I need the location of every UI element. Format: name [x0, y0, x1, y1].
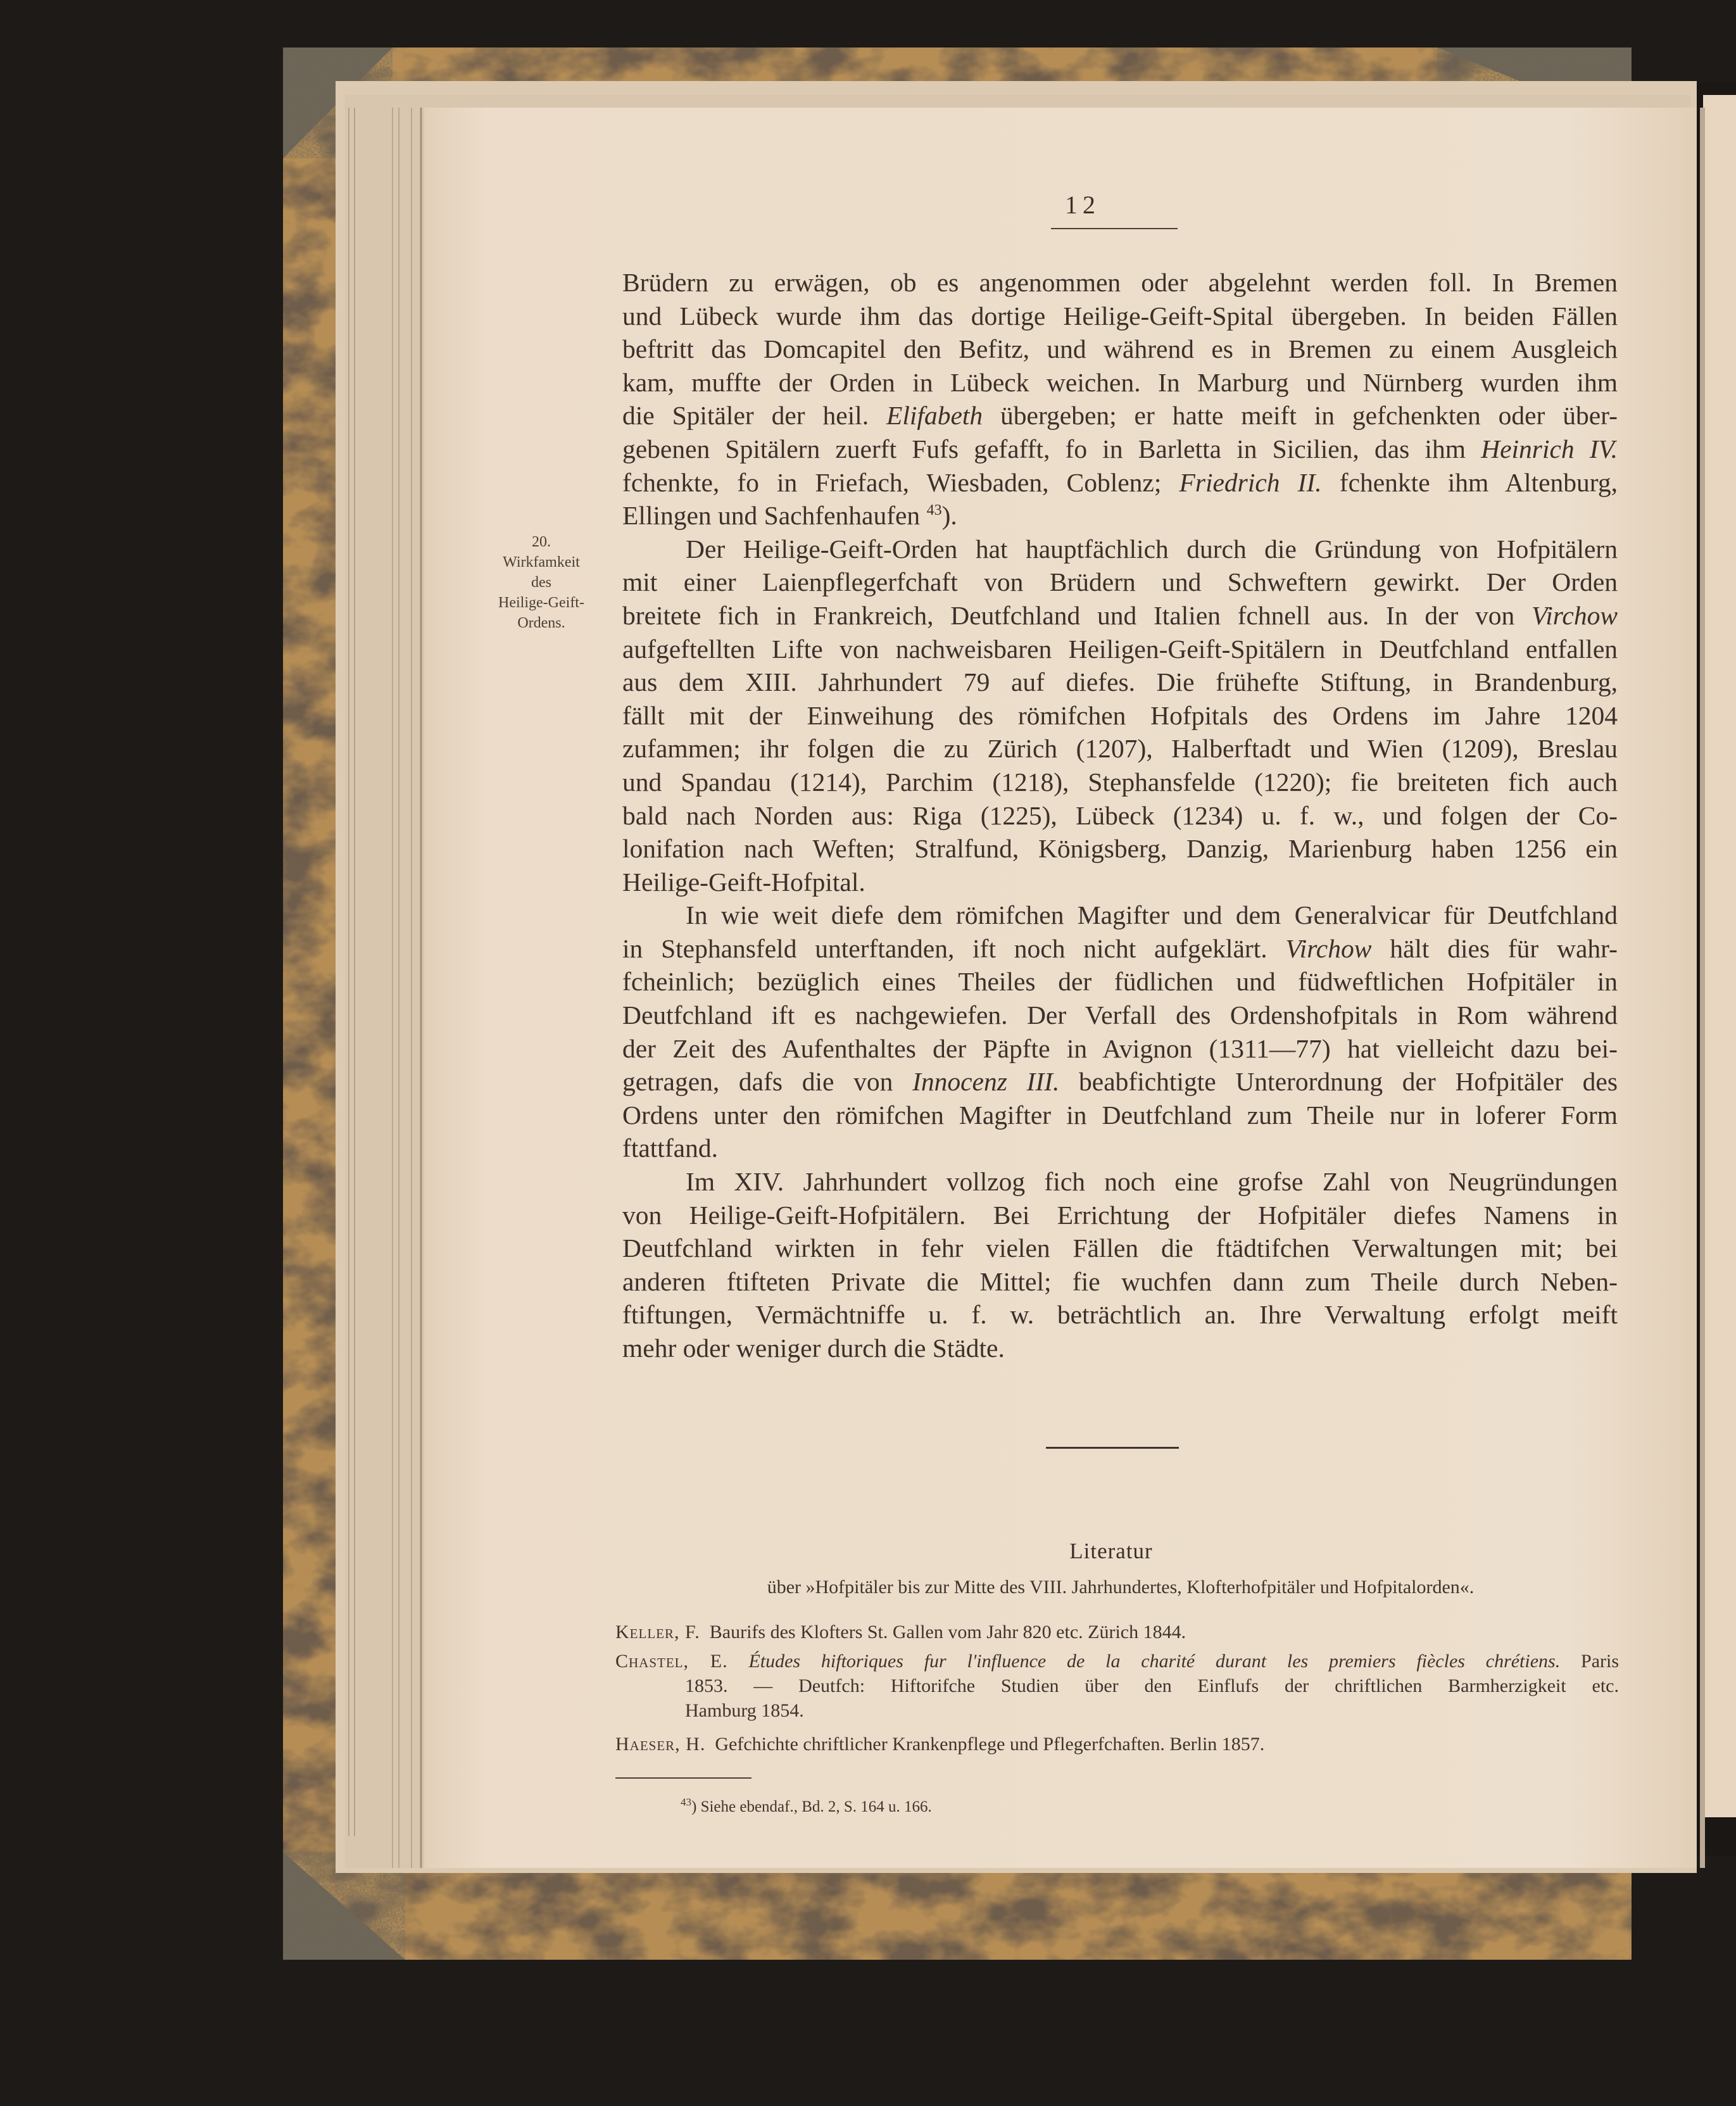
page-number-rule — [1051, 228, 1178, 229]
text-segment: fchenkte, fo in Friefach, Wiesbaden, Coblenz; — [622, 467, 1179, 497]
text-line: Ordens unter den römifchen Magifter in Deutfchland zum Theile nur in loferer Form — [622, 1100, 1618, 1130]
text-line — [622, 932, 1618, 966]
footnote-text: ) Siehe ebendaf., Bd. 2, S. 164 u. 166. — [691, 1798, 932, 1815]
literature-entry — [615, 1620, 1619, 1644]
literature-heading: Literatur — [1069, 1539, 1153, 1563]
margin-note — [481, 532, 601, 633]
text-line: bald nach Norden aus: Riga (1225), Lübeck (1234) u. f. w., und folgen der Co- — [622, 800, 1618, 830]
margin-note-line: Ordens. — [517, 615, 565, 631]
text-line — [622, 432, 1618, 466]
main-text — [622, 266, 1618, 1365]
margin-note-number: 20. — [532, 534, 551, 550]
paragraph-3 — [622, 899, 1618, 1165]
text-line: lonifation nach Weften; Stralfund, Königsberg, Danzig, Marienburg haben 1256 ein — [622, 834, 1618, 864]
text-line: ftiftungen, Vermächtniffe u. f. w. beträchtlich an. Ihre Verwaltung erfolgt meift — [622, 1300, 1618, 1330]
text-line: kam, muffte der Orden in Lübeck weichen. In Marburg und Nürnberg wurden ihm — [622, 367, 1618, 397]
entry-continuation: 1853. — Deutfch: Hiftorifche Studien über den Einflufs der chriftlichen Barmherzigkeit etc. — [685, 1675, 1619, 1696]
text-line: fcheinlich; bezüglich eines Theiles der füdlichen und füdweftlichen Hofpitäler in — [622, 967, 1618, 997]
text-segment: die Spitäler der heil. — [622, 401, 886, 431]
text-line: Der Heilige-Geift-Orden hat hauptfächlich durch die Gründung von Hofpitälern — [686, 534, 1618, 564]
paragraph-1 — [622, 266, 1618, 533]
text-line: von Heilige-Geift-Hofpitälern. Bei Errichtung der Hofpitäler diefes Namens in — [622, 1200, 1618, 1230]
text-segment: ). — [941, 501, 957, 531]
text-line: ftattfand. — [622, 1133, 718, 1163]
page-number: 12 — [1065, 191, 1100, 219]
italic-name: Virchow — [1285, 933, 1372, 963]
text-line: aus dem XIII. Jahrhundert 79 auf diefes. Die frühefte Stiftung, in Brandenburg, — [622, 667, 1618, 697]
text-line: Heilige-Geift-Hofpital. — [622, 867, 865, 897]
text-segment: breitete fich in Frankreich, Deutfchland und Italien fchnell aus. In der von — [622, 600, 1532, 630]
text-line: beftritt das Domcapitel den Befitz, und während es in Bremen zu einem Ausgleich — [622, 334, 1618, 364]
text-line: fällt mit der Einweihung des römifchen Hofpitals des Ordens im Jahre 1204 — [622, 700, 1618, 730]
entry-text: Gefchichte chriftlicher Krankenpflege und Pflegerfchaften. Berlin 1857. — [715, 1734, 1265, 1755]
italic-name: Heinrich IV. — [1481, 434, 1618, 463]
text-line: aufgeftellten Lifte von nachweisbaren Heiligen-Geift-Spitälern in Deutfchland entfallen — [622, 634, 1618, 664]
entry-continuation: Hamburg 1854. — [685, 1700, 804, 1721]
text-line: und Spandau (1214), Parchim (1218), Stephansfelde (1220); fie breiteten fich auch — [622, 767, 1618, 797]
entry-text: Paris — [1581, 1651, 1620, 1672]
text-line: mehr oder weniger durch die Städte. — [622, 1334, 1005, 1363]
text-segment: Ellingen und Sachfenhaufen — [622, 501, 927, 531]
text-segment: getragen, dafs die von — [622, 1067, 913, 1097]
text-line: Deutfchland wirkten in fehr vielen Fällen die ftädtifchen Verwaltungen mit; bei — [622, 1233, 1618, 1263]
text-line: Im XIV. Jahrhundert vollzog fich noch eine grofse Zahl von Neugründungen — [686, 1167, 1618, 1197]
margin-note-line: des — [531, 574, 551, 591]
margin-note-line: Heilige-Geift- — [498, 595, 584, 611]
text-line — [622, 499, 1618, 533]
paragraph-2 — [622, 533, 1618, 899]
entry-author: Haeser, H. — [615, 1734, 706, 1755]
literature-entry — [615, 1732, 1619, 1756]
text-line: und Lübeck wurde ihm das dortige Heilige-Geift-Spital übergeben. In beiden Fällen — [622, 301, 1618, 331]
italic-name: Virchow — [1531, 600, 1618, 630]
text-line: Brüdern zu erwägen, ob es angenommen oder abgelehnt werden foll. In Bremen — [622, 268, 1618, 297]
margin-note-line: Wirkfamkeit — [503, 554, 580, 571]
text-segment: beabfichtigte Unterordnung der Hofpitäler des — [1059, 1067, 1618, 1097]
text-segment: gebenen Spitälern zuerft Fufs gefafft, fo in Barletta in Sicilien, das ihm — [622, 434, 1481, 463]
text-segment: übergeben; er hatte meift in gefchenkten oder über- — [983, 401, 1618, 431]
text-line: der Zeit des Aufenthaltes der Päpfte in Avignon (1311—77) hat vielleicht dazu bei- — [622, 1033, 1618, 1063]
text-segment: fchenkte ihm Altenburg, — [1321, 467, 1618, 497]
entry-first-line — [615, 1649, 1619, 1674]
text-line — [622, 599, 1618, 633]
text-line: anderen ftifteten Private die Mittel; fie wuchfen dann zum Theile durch Neben- — [622, 1266, 1618, 1296]
footnote-rule — [615, 1777, 752, 1779]
entry-author: Chastel, E. — [615, 1651, 728, 1672]
footnote — [681, 1798, 1250, 1816]
text-line — [622, 1065, 1618, 1099]
text-line: Deutfchland ift es nachgewiefen. Der Verfall des Ordenshofpitals in Rom während — [622, 1000, 1618, 1030]
text-segment: in Stephansfeld unterftanden, ift noch nicht aufgeklärt. — [622, 933, 1286, 963]
italic-name: Elifabeth — [886, 401, 983, 431]
text-line: In wie weit diefe dem römifchen Magifter und dem Generalvicar für Deutfchland — [686, 900, 1618, 930]
italic-name: Innocenz III. — [912, 1067, 1060, 1097]
text-line: mit einer Laienpflegerfchaft von Brüdern und Schweftern gewirkt. Der Orden — [622, 567, 1618, 597]
text-segment: hält dies für wahr- — [1371, 933, 1618, 963]
literature-subtitle: über »Hofpitäler bis zur Mitte des VIII. Jahrhundertes, Klofterhofpitäler und Hofpitalorden«. — [767, 1577, 1475, 1598]
literature-entry — [615, 1649, 1619, 1723]
text-line: zufammen; ihr folgen die zu Zürich (1207), Halberftadt und Wien (1209), Breslau — [622, 734, 1618, 764]
footnote-marker: 43 — [681, 1796, 691, 1808]
entry-title: Études hiftoriques fur l'influence de la charité durant les premiers fiècles chrétiens. — [748, 1651, 1561, 1672]
paragraph-4 — [622, 1165, 1618, 1365]
section-end-rule — [1046, 1447, 1179, 1449]
footnote-reference: 43 — [926, 502, 942, 519]
entry-author: Keller, F. — [615, 1622, 700, 1643]
text-line — [622, 399, 1618, 432]
italic-name: Friedrich II. — [1179, 467, 1322, 497]
entry-text: Baurifs des Klofters St. Gallen vom Jahr 820 etc. Zürich 1844. — [709, 1622, 1186, 1643]
text-line — [622, 466, 1618, 500]
